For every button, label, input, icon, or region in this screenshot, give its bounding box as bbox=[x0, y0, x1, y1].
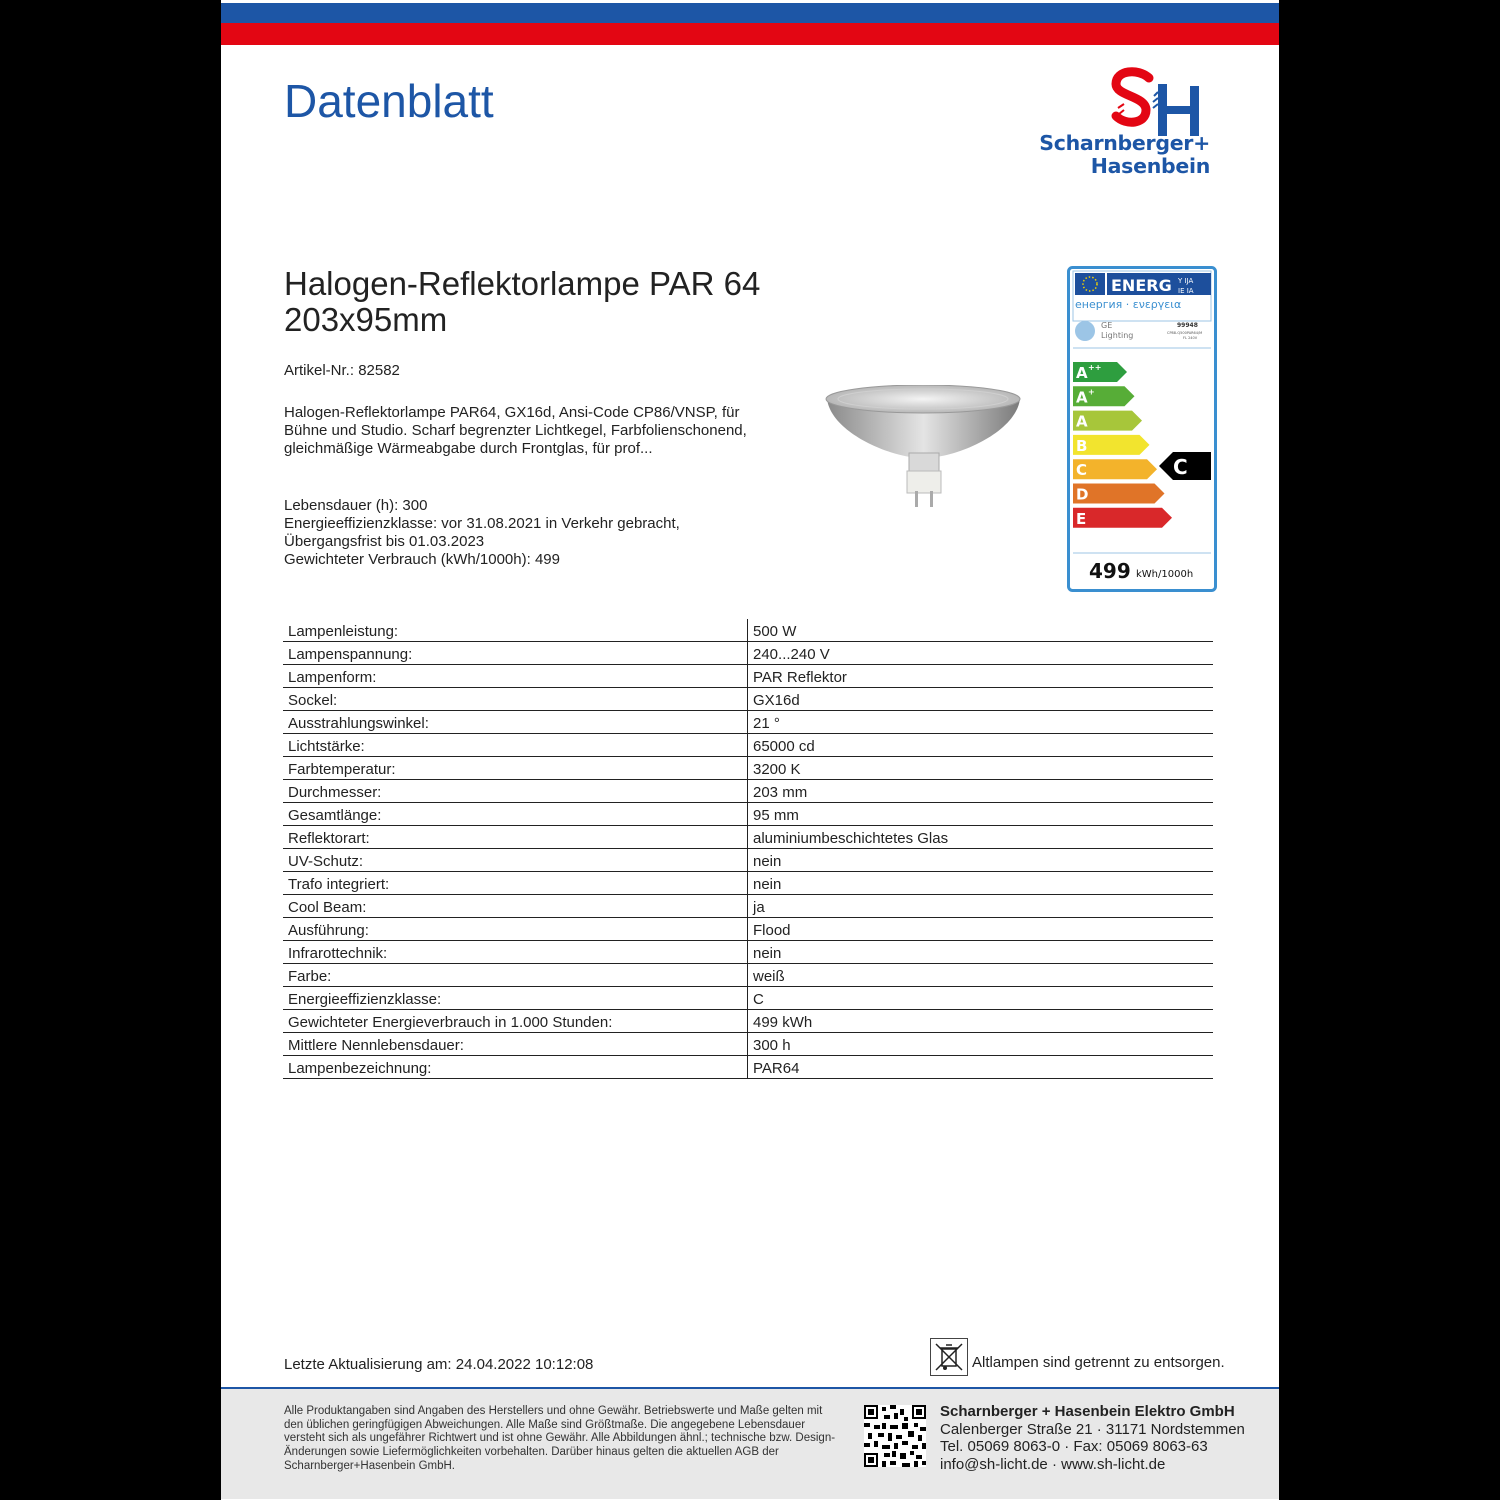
spec-value: 203 mm bbox=[748, 780, 1214, 803]
energy-class-letter: E bbox=[1076, 509, 1087, 528]
spec-label: Ausstrahlungswinkel: bbox=[283, 711, 748, 734]
spec-value: 21 ° bbox=[748, 711, 1214, 734]
article-number: 82582 bbox=[358, 362, 400, 379]
table-row bbox=[283, 964, 1213, 987]
summary-line: Übergangsfrist bis 01.03.2023 bbox=[284, 533, 485, 550]
spec-value: PAR Reflektor bbox=[748, 665, 1214, 688]
label-subtitle: енергия · ενεργεια bbox=[1075, 298, 1182, 311]
table-row bbox=[283, 849, 1213, 872]
table-row bbox=[283, 665, 1213, 688]
consumption-unit: kWh/1000h bbox=[1136, 569, 1194, 580]
spec-value: Flood bbox=[748, 918, 1214, 941]
spec-value: nein bbox=[748, 941, 1214, 964]
spec-label: Lampenbezeichnung: bbox=[283, 1056, 748, 1079]
summary-line: Energieeffizienzklasse: vor 31.08.2021 in Verkehr gebracht, bbox=[284, 515, 680, 532]
table-row bbox=[283, 711, 1213, 734]
consumption-value: 499 bbox=[1089, 559, 1131, 583]
label-suffix-1: Y IJA bbox=[1178, 277, 1194, 285]
table-row bbox=[283, 918, 1213, 941]
spec-label: Durchmesser: bbox=[283, 780, 748, 803]
article-label: Artikel-Nr.: bbox=[284, 362, 355, 379]
summary-line: Lebensdauer (h): 300 bbox=[284, 497, 428, 514]
label-model-code-1: CP88-Q500PAR64/M bbox=[1167, 331, 1203, 335]
datasheet-page bbox=[221, 0, 1279, 1500]
spec-value: ja bbox=[748, 895, 1214, 918]
table-row bbox=[283, 780, 1213, 803]
spec-value: aluminiumbeschichtetes Glas bbox=[748, 826, 1214, 849]
table-row bbox=[283, 803, 1213, 826]
table-row bbox=[283, 757, 1213, 780]
disposal-note: Altlampen sind getrennt zu entsorgen. bbox=[972, 1354, 1225, 1371]
rating-letter: C bbox=[1173, 455, 1188, 479]
energy-class-letter: A bbox=[1076, 412, 1088, 431]
spec-label: Lichtstärke: bbox=[283, 734, 748, 757]
label-energ-text: ENERG bbox=[1111, 276, 1172, 295]
energy-class-letter: D bbox=[1076, 485, 1089, 504]
company-phone: Tel. 05069 8063-0 · Fax: 05069 8063-63 bbox=[940, 1438, 1208, 1455]
spec-value: PAR64 bbox=[748, 1056, 1214, 1079]
spec-label: Energieeffizienzklasse: bbox=[283, 987, 748, 1010]
product-description: Halogen-Reflektorlampe PAR64, GX16d, Ansi-Code CP86/VNSP, für Bühne und Studio. Scharf begrenzter Lichtkegel, Farbfolienschonend, gleichmäßige Wärmeabgabe durch Frontglas, für prof... bbox=[284, 404, 747, 457]
eu-energy-label bbox=[1067, 266, 1217, 592]
spec-label: Farbe: bbox=[283, 964, 748, 987]
company-address: Calenberger Straße 21 · 31171 Nordstemmen bbox=[940, 1420, 1245, 1438]
spec-value: 3200 K bbox=[748, 757, 1214, 780]
table-row bbox=[283, 688, 1213, 711]
energy-class-letter: C bbox=[1076, 461, 1088, 480]
footer-disclaimer: Alle Produktangaben sind Angaben des Herstellers und ohne Gewähr. Betriebswerte und Maße gelten mit den üblichen geringfügigen Abweichungen. Alle Maße sind Größtmaße. Die angegebene Lebensdauer versteht sich als ungefährer Richtwert und ist ohne Gewähr. Alle Abbildungen ähnl.; technische bzw. Design-Änderungen sowie Liefermöglichkeiten vorbehalten. Darüber hinaus gelten die aktuellen AGB der Scharnberger+Hasenbein GmbH. bbox=[284, 1405, 836, 1472]
company-contact bbox=[940, 1403, 1245, 1473]
spec-value: 499 kWh bbox=[748, 1010, 1214, 1033]
energy-class-superscript: ++ bbox=[1088, 363, 1102, 372]
weee-bin-icon bbox=[930, 1338, 968, 1376]
last-update: Letzte Aktualisierung am: 24.04.2022 10:12:08 bbox=[284, 1356, 594, 1373]
page-title: Datenblatt bbox=[284, 75, 494, 127]
spec-label: Lampenform: bbox=[283, 665, 748, 688]
table-row bbox=[283, 642, 1213, 665]
table-row bbox=[283, 1033, 1213, 1056]
ge-logo-icon bbox=[1075, 321, 1095, 341]
label-brand-1: GE bbox=[1101, 321, 1113, 330]
label-model-number: 99948 bbox=[1177, 322, 1198, 329]
table-row bbox=[283, 1010, 1213, 1033]
company-logo-text bbox=[978, 132, 1210, 178]
logo-line-2: Hasenbein bbox=[1090, 154, 1210, 178]
spec-value: 240...240 V bbox=[748, 642, 1214, 665]
table-row bbox=[283, 1056, 1213, 1079]
spec-label: Ausführung: bbox=[283, 918, 748, 941]
label-suffix-2: IE IA bbox=[1178, 287, 1194, 295]
table-row bbox=[283, 872, 1213, 895]
energy-class-arrow bbox=[1073, 508, 1172, 528]
energy-class-letter: B bbox=[1076, 436, 1088, 455]
spec-value: nein bbox=[748, 849, 1214, 872]
spec-label: Sockel: bbox=[283, 688, 748, 711]
sh-logo-mark bbox=[978, 66, 1218, 136]
spec-label: Mittlere Nennlebensdauer: bbox=[283, 1033, 748, 1056]
spec-value: 95 mm bbox=[748, 803, 1214, 826]
table-row bbox=[283, 895, 1213, 918]
label-model-code-2: FL 240V bbox=[1183, 336, 1198, 340]
spec-label: UV-Schutz: bbox=[283, 849, 748, 872]
spec-value: GX16d bbox=[748, 688, 1214, 711]
spec-value: weiß bbox=[748, 964, 1214, 987]
table-row bbox=[283, 619, 1213, 642]
spec-value: 500 W bbox=[748, 619, 1214, 642]
spec-label: Gesamtlänge: bbox=[283, 803, 748, 826]
spec-label: Reflektorart: bbox=[283, 826, 748, 849]
logo-line-1: Scharnberger+ bbox=[1039, 131, 1210, 155]
label-brand-2: Lighting bbox=[1101, 331, 1134, 340]
spec-label: Lampenleistung: bbox=[283, 619, 748, 642]
spec-value: C bbox=[748, 987, 1214, 1010]
energy-class-letter: A bbox=[1076, 388, 1088, 407]
spec-value: nein bbox=[748, 872, 1214, 895]
energy-class-superscript: + bbox=[1088, 387, 1095, 397]
energy-class-letter: A bbox=[1076, 364, 1088, 382]
spec-label: Gewichteter Energieverbrauch in 1.000 Stunden: bbox=[283, 1010, 748, 1033]
spec-value: 65000 cd bbox=[748, 734, 1214, 757]
table-row bbox=[283, 826, 1213, 849]
spec-label: Trafo integriert: bbox=[283, 872, 748, 895]
table-row bbox=[283, 941, 1213, 964]
spec-label: Lampenspannung: bbox=[283, 642, 748, 665]
company-web[interactable]: info@sh-licht.de · www.sh-licht.de bbox=[940, 1455, 1166, 1473]
company-name: Scharnberger + Hasenbein Elektro GmbH bbox=[940, 1403, 1235, 1420]
specifications-table bbox=[283, 619, 1213, 1079]
header-band-red bbox=[221, 23, 1279, 45]
header-band-blue bbox=[221, 3, 1279, 23]
summary-line: Gewichteter Verbrauch (kWh/1000h): 499 bbox=[284, 551, 560, 568]
company-logo bbox=[978, 66, 1218, 184]
product-title: Halogen-Reflektorlampe PAR 64 203x95mm bbox=[284, 265, 761, 338]
par64-lamp-image bbox=[821, 385, 1026, 515]
spec-label: Infrarottechnik: bbox=[283, 941, 748, 964]
spec-label: Cool Beam: bbox=[283, 895, 748, 918]
product-summary-specs bbox=[284, 497, 784, 569]
article-number-line bbox=[284, 362, 400, 379]
footer bbox=[221, 1387, 1279, 1499]
spec-value: 300 h bbox=[748, 1033, 1214, 1056]
qr-code-icon[interactable] bbox=[864, 1405, 926, 1467]
spec-label: Farbtemperatur: bbox=[283, 757, 748, 780]
table-row bbox=[283, 987, 1213, 1010]
table-row bbox=[283, 734, 1213, 757]
